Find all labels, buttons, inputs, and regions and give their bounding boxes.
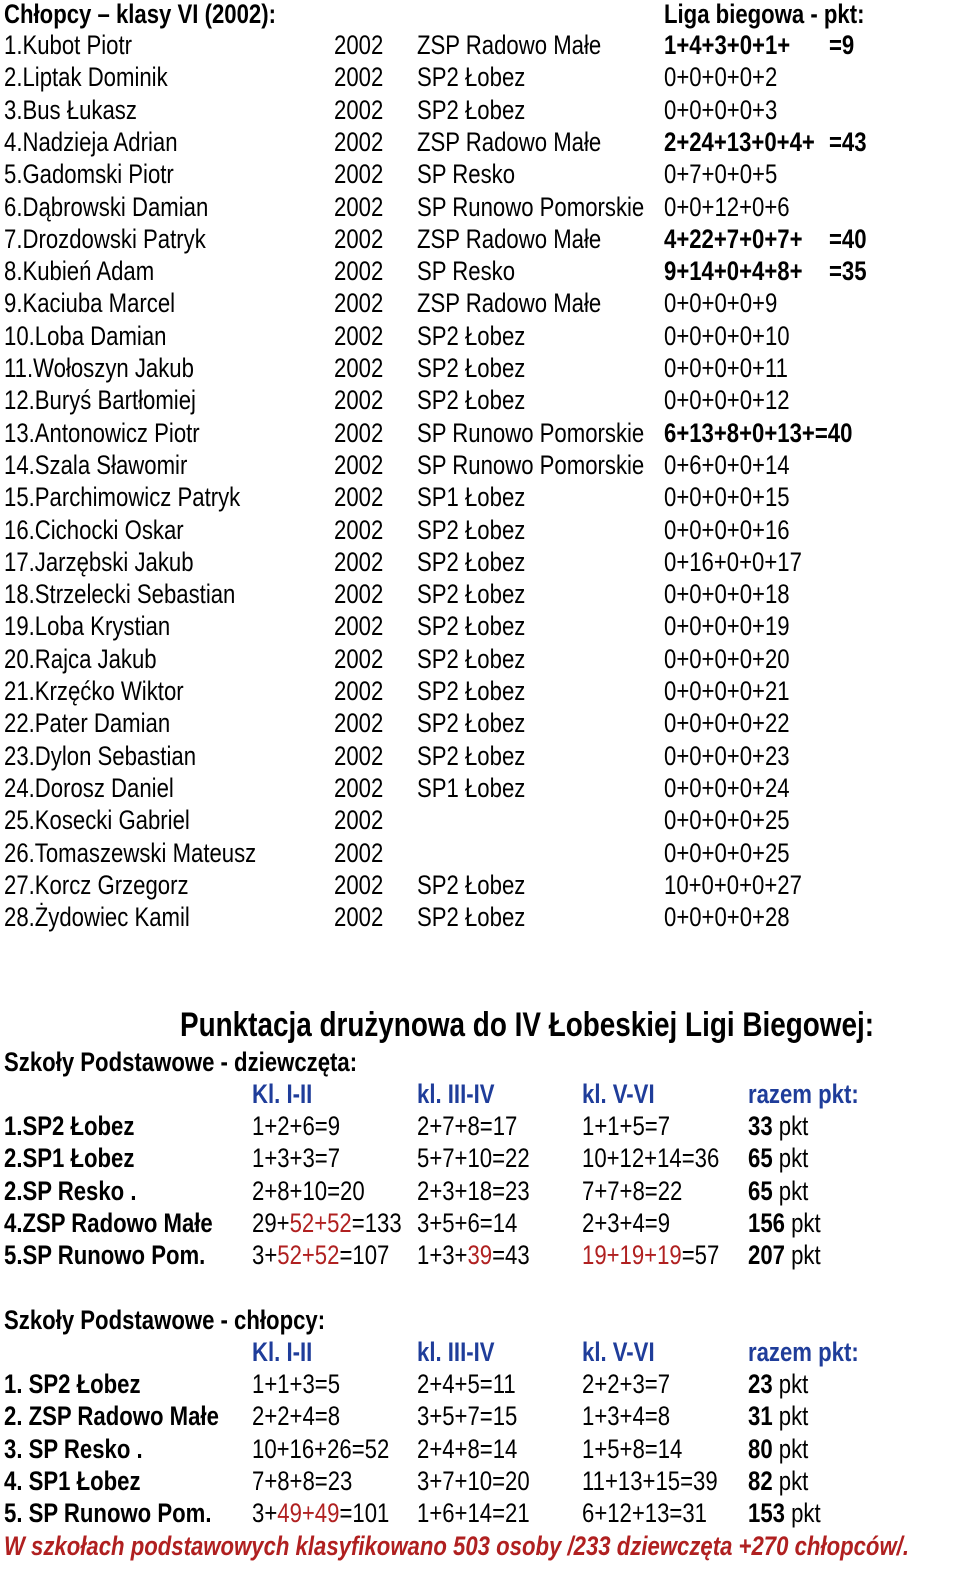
score-c1 [252, 1110, 359, 1142]
table-row [0, 384, 960, 416]
col-kl-3-4: kl. III-IV [417, 1079, 495, 1109]
score-part: 5+7+10=22 [417, 1143, 530, 1174]
team-title: Punktacja drużynowa do IV Łobeskiej Ligi Biegowej: [180, 1006, 875, 1044]
league-points: 0+0+0+0+21 [664, 676, 790, 706]
table-row [0, 546, 960, 578]
school-name: SP2 Łobez [417, 676, 526, 706]
birth-year: 2002 [334, 320, 384, 351]
school-name: SP2 Łobez [417, 514, 526, 545]
league-points: 10+0+0+0+27 [664, 869, 802, 900]
table-row [0, 1110, 960, 1142]
score-part: 3+5+6=14 [417, 1207, 518, 1238]
total-value: 33 [748, 1111, 773, 1141]
score-c2 [417, 1142, 554, 1174]
boys-team-heading: Szkoły Podstawowe - chłopcy: [4, 1305, 326, 1335]
total-unit: pkt [791, 1240, 821, 1271]
points-total: =9 [829, 30, 855, 60]
league-points: 0+0+0+0+19 [664, 611, 790, 642]
score-c1 [252, 1497, 419, 1529]
school-name: ZSP Radowo Małe [417, 288, 602, 319]
score-c1 [252, 1207, 434, 1239]
score-part: 1+1+5=7 [582, 1111, 671, 1141]
birth-year: 2002 [334, 159, 384, 190]
col-kl-5-6: kl. V-VI [582, 1337, 655, 1367]
league-points: 0+16+0+0+17 [664, 546, 802, 577]
total-value: 153 [748, 1498, 785, 1529]
table-row [0, 869, 960, 901]
league-points: 0+0+0+0+18 [664, 579, 790, 610]
total-unit: pkt [778, 1401, 809, 1432]
total-value: 82 [748, 1465, 773, 1496]
table-row [0, 1239, 960, 1271]
table-row [0, 126, 960, 158]
score-c1 [252, 1433, 419, 1465]
birth-year: 2002 [334, 514, 384, 545]
score-c3 [582, 1239, 749, 1271]
league-points: 0+0+0+0+2 [664, 62, 778, 93]
col-total: razem pkt: [748, 1337, 859, 1367]
athlete-name: 4.Nadzieja Adrian [4, 126, 178, 157]
athlete-name: 18.Strzelecki Sebastian [4, 579, 236, 610]
table-row [0, 1142, 960, 1174]
score-part: 2+4+8=14 [417, 1433, 518, 1464]
league-points: 0+7+0+0+5 [664, 159, 778, 190]
birth-year: 2002 [334, 772, 384, 803]
league-points: 0+0+0+0+9 [664, 288, 778, 319]
athlete-name: 25.Kosecki Gabriel [4, 805, 190, 836]
total-value: 156 [748, 1207, 785, 1238]
table-row [0, 287, 960, 319]
school-name: SP2 Łobez [417, 320, 526, 351]
school-name: SP2 Łobez [417, 643, 526, 674]
athlete-name: 5.Gadomski Piotr [4, 159, 174, 190]
team-school: 4.ZSP Radowo Małe [4, 1207, 213, 1238]
birth-year: 2002 [334, 805, 384, 836]
league-points: 0+0+0+0+25 [664, 837, 790, 868]
score-part: 2+8+10=20 [252, 1175, 365, 1206]
birth-year: 2002 [334, 30, 384, 60]
footer-note: W szkołach podstawowych klasyfikowano 503 osoby /233 dziewczęta +270 chłopców/. [4, 1531, 909, 1561]
table-row [0, 191, 960, 223]
athlete-name: 2.Liptak Dominik [4, 62, 168, 93]
table-row [0, 320, 960, 352]
league-points: 4+22+7+0+7+ [664, 223, 803, 254]
score-c2 [417, 1465, 554, 1497]
team-total [748, 1465, 822, 1497]
table-row [0, 675, 960, 707]
team-school: 4. SP1 Łobez [4, 1465, 141, 1496]
col-kl-1-2: Kl. I-II [252, 1079, 313, 1109]
team-school: 2. ZSP Radowo Małe [4, 1401, 219, 1432]
birth-year: 2002 [334, 126, 384, 157]
athlete-name: 9.Kaciuba Marcel [4, 288, 176, 319]
birth-year: 2002 [334, 676, 384, 706]
league-points: 9+14+0+4+8+ [664, 256, 803, 287]
athlete-name: 20.Rajca Jakub [4, 643, 157, 674]
school-name: SP2 Łobez [417, 579, 526, 610]
table-row [0, 901, 960, 933]
score-c3 [582, 1497, 734, 1529]
score-c2 [417, 1497, 554, 1529]
score-part: 39 [467, 1240, 493, 1271]
table-row [0, 417, 960, 449]
score-c1 [252, 1239, 419, 1271]
team-school: 3. SP Resko . [4, 1433, 143, 1464]
score-c2 [417, 1239, 554, 1271]
athlete-name: 8.Kubień Adam [4, 256, 155, 287]
score-part: 52+52 [289, 1207, 352, 1238]
athlete-name: 24.Dorosz Daniel [4, 772, 174, 803]
school-name: SP2 Łobez [417, 62, 526, 93]
team-total [748, 1368, 822, 1400]
girls-column-headers [0, 1078, 960, 1110]
team-total [748, 1400, 822, 1432]
score-part: 3+ [252, 1498, 278, 1529]
table-row [0, 449, 960, 481]
col-kl-1-2: Kl. I-II [252, 1337, 313, 1367]
score-part: 10+12+14=36 [582, 1143, 720, 1174]
team-school: 2.SP1 Łobez [4, 1143, 135, 1174]
athlete-name: 1.Kubot Piotr [4, 30, 132, 60]
score-part: 7+7+8=22 [582, 1175, 683, 1206]
birth-year: 2002 [334, 643, 384, 674]
team-total [748, 1207, 837, 1239]
league-points: 0+0+0+0+12 [664, 385, 790, 416]
col-kl-5-6: kl. V-VI [582, 1079, 655, 1109]
points-total: =35 [829, 256, 867, 287]
score-part: 11+13+15=39 [582, 1465, 718, 1496]
total-unit: pkt [778, 1143, 809, 1174]
team-school: 5. SP Runowo Pom. [4, 1498, 212, 1529]
athlete-name: 3.Bus Łukasz [4, 94, 137, 125]
score-part: 2+2+3=7 [582, 1369, 671, 1399]
league-points: 0+0+0+0+10 [664, 320, 790, 351]
boys-header-row [0, 0, 960, 30]
score-part: 52+52 [277, 1240, 340, 1271]
athlete-name: 21.Krzęćko Wiktor [4, 676, 184, 706]
col-kl-3-4: kl. III-IV [417, 1337, 495, 1367]
athlete-name: 13.Antonowicz Piotr [4, 417, 200, 448]
athlete-name: 10.Loba Damian [4, 320, 167, 351]
score-c2 [417, 1368, 537, 1400]
total-unit: pkt [778, 1111, 809, 1141]
score-c2 [417, 1175, 554, 1207]
team-total [748, 1239, 837, 1271]
score-c3 [582, 1142, 749, 1174]
league-points: 0+0+12+0+6 [664, 191, 790, 222]
school-name: SP2 Łobez [417, 94, 526, 125]
school-name: ZSP Radowo Małe [417, 126, 602, 157]
score-c1 [252, 1142, 359, 1174]
score-part: 3+ [252, 1240, 278, 1271]
birth-year: 2002 [334, 94, 384, 125]
score-c1 [252, 1465, 374, 1497]
score-part: 1+1+3=5 [252, 1369, 341, 1399]
team-school: 1.SP2 Łobez [4, 1111, 135, 1141]
score-part: 2+3+4=9 [582, 1207, 671, 1238]
table-row [0, 1400, 960, 1432]
athlete-name: 12.Buryś Bartłomiej [4, 385, 196, 416]
athlete-name: 15.Parchimowicz Patryk [4, 482, 241, 513]
score-part: 3+5+7=15 [417, 1401, 518, 1432]
birth-year: 2002 [334, 902, 384, 933]
birth-year: 2002 [334, 482, 384, 513]
total-value: 23 [748, 1369, 773, 1399]
athlete-name: 26.Tomaszewski Mateusz [4, 837, 257, 868]
table-row [0, 740, 960, 772]
team-school: 5.SP Runowo Pom. [4, 1240, 206, 1271]
athlete-name: 28.Żydowiec Kamil [4, 902, 190, 933]
score-part: 29+ [252, 1207, 290, 1238]
athlete-name: 16.Cichocki Oskar [4, 514, 184, 545]
points-total: =40 [829, 223, 867, 254]
birth-year: 2002 [334, 449, 384, 480]
school-name: ZSP Radowo Małe [417, 30, 602, 60]
birth-year: 2002 [334, 837, 384, 868]
score-part: 10+16+26=52 [252, 1433, 390, 1464]
league-points: 0+0+0+0+16 [664, 514, 790, 545]
score-part: 7+8+8=23 [252, 1465, 353, 1496]
col-total: razem pkt: [748, 1079, 859, 1109]
table-row [0, 94, 960, 126]
league-points: 0+0+0+0+24 [664, 772, 790, 803]
birth-year: 2002 [334, 546, 384, 577]
total-value: 65 [748, 1143, 773, 1174]
table-row [0, 643, 960, 675]
school-name: ZSP Radowo Małe [417, 223, 602, 254]
table-row [0, 1368, 960, 1400]
birth-year: 2002 [334, 385, 384, 416]
school-name: SP2 Łobez [417, 869, 526, 900]
points-total: =43 [829, 126, 867, 157]
school-name: SP2 Łobez [417, 353, 526, 383]
league-points: 2+24+13+0+4+ [664, 126, 815, 157]
score-c3 [582, 1110, 689, 1142]
league-points: 0+0+0+0+3 [664, 94, 778, 125]
league-points: 0+6+0+0+14 [664, 449, 790, 480]
league-points: 6+13+8+0+13+=40 [664, 417, 853, 448]
league-points: 0+0+0+0+23 [664, 740, 790, 771]
birth-year: 2002 [334, 223, 384, 254]
league-points: 0+0+0+0+15 [664, 482, 790, 513]
athlete-name: 6.Dąbrowski Damian [4, 191, 209, 222]
birth-year: 2002 [334, 353, 384, 383]
boys-column-headers [0, 1336, 960, 1368]
score-part: 1+3+ [417, 1240, 468, 1271]
school-name: SP2 Łobez [417, 708, 526, 739]
school-name: SP Runowo Pomorskie [417, 191, 645, 222]
league-points: 0+0+0+0+28 [664, 902, 790, 933]
table-row [0, 61, 960, 93]
girls-heading: Szkoły Podstawowe - dziewczęta: [4, 1047, 358, 1077]
birth-year: 2002 [334, 288, 384, 319]
score-c3 [582, 1368, 689, 1400]
team-total [748, 1175, 822, 1207]
points-header: Liga biegowa - pkt: [664, 0, 865, 29]
athlete-name: 14.Szala Sławomir [4, 449, 188, 480]
score-part: 2+4+5=11 [417, 1369, 516, 1399]
score-part: 19+19+19 [582, 1240, 682, 1271]
total-unit: pkt [778, 1175, 809, 1206]
school-name: SP2 Łobez [417, 902, 526, 933]
score-part: 2+3+18=23 [417, 1175, 530, 1206]
school-name: SP1 Łobez [417, 482, 526, 513]
birth-year: 2002 [334, 708, 384, 739]
score-part: 49+49 [277, 1498, 340, 1529]
athlete-name: 7.Drozdowski Patryk [4, 223, 206, 254]
table-row [0, 29, 960, 61]
total-value: 31 [748, 1401, 773, 1432]
team-total [748, 1142, 822, 1174]
table-row [0, 1207, 960, 1239]
table-row [0, 578, 960, 610]
score-c3 [582, 1175, 704, 1207]
total-value: 65 [748, 1175, 773, 1206]
athlete-name: 27.Korcz Grzegorz [4, 869, 189, 900]
table-row [0, 255, 960, 287]
score-c2 [417, 1433, 539, 1465]
score-c3 [582, 1207, 689, 1239]
team-total [748, 1110, 822, 1142]
score-part: =107 [339, 1240, 390, 1271]
school-name: SP Resko [417, 159, 516, 190]
athlete-name: 17.Jarzębski Jakub [4, 546, 194, 577]
score-part: 1+5+8=14 [582, 1433, 683, 1464]
league-points: 0+0+0+0+25 [664, 805, 790, 836]
score-part: 2+2+4=8 [252, 1401, 341, 1432]
score-part: =57 [681, 1240, 720, 1271]
score-c3 [582, 1400, 689, 1432]
school-name: SP2 Łobez [417, 740, 526, 771]
total-value: 80 [748, 1433, 773, 1464]
athlete-name: 23.Dylon Sebastian [4, 740, 197, 771]
score-c2 [417, 1400, 539, 1432]
total-unit: pkt [778, 1369, 809, 1399]
total-unit: pkt [791, 1207, 821, 1238]
table-row [0, 804, 960, 836]
school-name: SP Runowo Pomorskie [417, 417, 645, 448]
league-points: 1+4+3+0+1+ [664, 30, 791, 60]
score-c1 [252, 1175, 389, 1207]
birth-year: 2002 [334, 62, 384, 93]
score-c1 [252, 1400, 359, 1432]
team-school: 2.SP Resko . [4, 1175, 137, 1206]
total-unit: pkt [778, 1433, 809, 1464]
score-part: 1+6+14=21 [417, 1498, 530, 1529]
table-row [0, 352, 960, 384]
table-row [0, 1175, 960, 1207]
table-row [0, 1433, 960, 1465]
table-row [0, 158, 960, 190]
table-row [0, 837, 960, 869]
score-part: 2+7+8=17 [417, 1111, 518, 1141]
team-total [748, 1433, 822, 1465]
athlete-name: 11.Wołoszyn Jakub [4, 353, 194, 383]
score-c2 [417, 1110, 539, 1142]
school-name: SP1 Łobez [417, 772, 526, 803]
table-row [0, 1497, 960, 1529]
athlete-name: 22.Pater Damian [4, 708, 171, 739]
table-row [0, 514, 960, 546]
table-row [0, 223, 960, 255]
birth-year: 2002 [334, 611, 384, 642]
birth-year: 2002 [334, 579, 384, 610]
birth-year: 2002 [334, 417, 384, 448]
score-part: 6+12+13=31 [582, 1498, 707, 1529]
athlete-name: 19.Loba Krystian [4, 611, 171, 642]
score-part: =43 [492, 1240, 530, 1271]
table-row [0, 610, 960, 642]
total-value: 207 [748, 1240, 785, 1271]
score-c3 [582, 1465, 747, 1497]
score-c1 [252, 1368, 359, 1400]
score-part: =101 [339, 1498, 390, 1529]
boys-heading: Chłopcy – klasy VI (2002): [4, 0, 276, 29]
school-name: SP2 Łobez [417, 385, 526, 416]
school-name: SP2 Łobez [417, 611, 526, 642]
table-row [0, 772, 960, 804]
score-part: =133 [351, 1207, 402, 1238]
birth-year: 2002 [334, 191, 384, 222]
league-points: 0+0+0+0+22 [664, 708, 790, 739]
total-unit: pkt [791, 1498, 821, 1529]
table-row [0, 707, 960, 739]
score-part: 1+3+3=7 [252, 1143, 341, 1174]
score-part: 1+2+6=9 [252, 1111, 341, 1141]
table-row [0, 1465, 960, 1497]
league-points: 0+0+0+0+11 [664, 353, 788, 383]
birth-year: 2002 [334, 256, 384, 287]
table-row [0, 481, 960, 513]
school-name: SP Resko [417, 256, 516, 287]
team-school: 1. SP2 Łobez [4, 1369, 141, 1399]
league-points: 0+0+0+0+20 [664, 643, 790, 674]
birth-year: 2002 [334, 869, 384, 900]
score-c2 [417, 1207, 539, 1239]
total-unit: pkt [778, 1465, 809, 1496]
school-name: SP2 Łobez [417, 546, 526, 577]
school-name: SP Runowo Pomorskie [417, 449, 645, 480]
score-c3 [582, 1433, 704, 1465]
score-part: 3+7+10=20 [417, 1465, 530, 1496]
birth-year: 2002 [334, 740, 384, 771]
team-total [748, 1497, 837, 1529]
score-part: 1+3+4=8 [582, 1401, 671, 1432]
